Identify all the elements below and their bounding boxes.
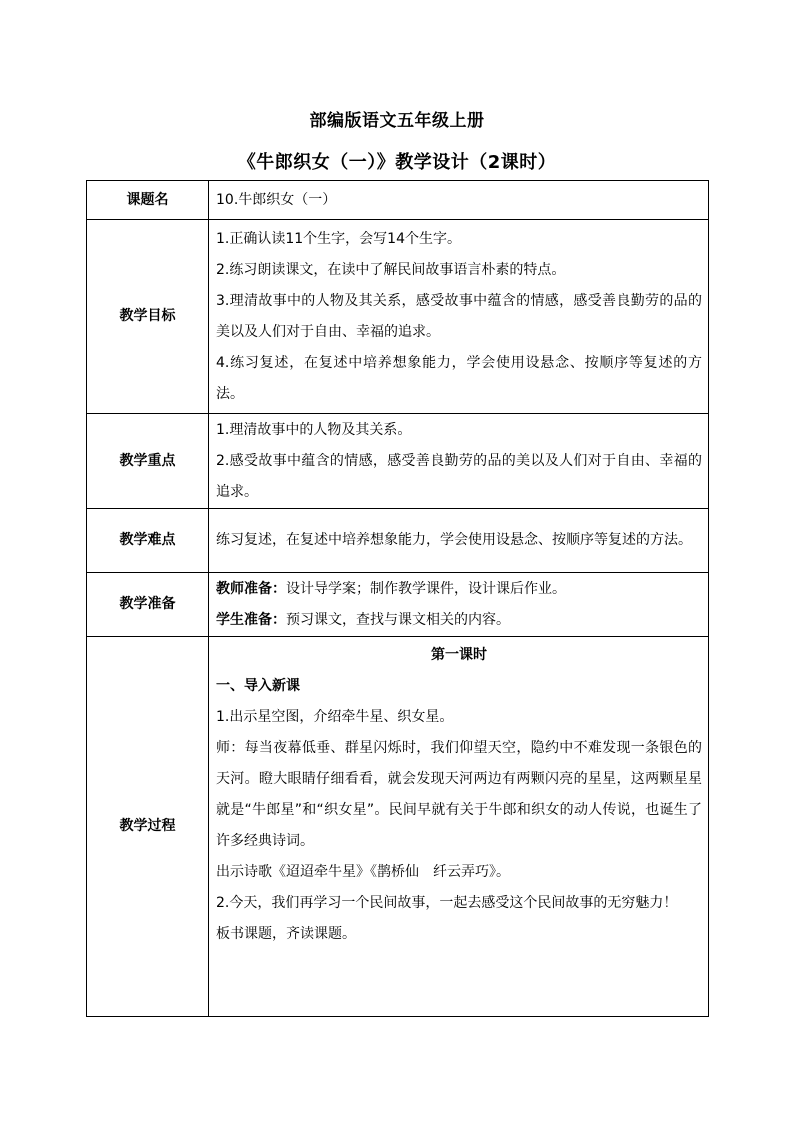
student-preparation-label: 学生准备：: [216, 611, 286, 628]
preparation-label: 教学准备: [87, 573, 209, 637]
student-preparation-text: 预习课文，查找与课文相关的内容。: [286, 611, 510, 628]
student-preparation: [216, 605, 702, 636]
table-row-goals: [87, 220, 709, 414]
process-content: [209, 637, 709, 1017]
document-subtitle: 《牛郎织女（一）》教学设计（2课时）: [237, 152, 557, 173]
key-points-label: 教学重点: [87, 414, 209, 509]
topic-label: 课题名: [87, 181, 209, 220]
table-row-preparation: [87, 573, 709, 637]
table-row-difficulties: [87, 509, 709, 573]
process-item: 板书课题，齐读课题。: [216, 926, 356, 942]
process-item: 出示诗歌《迢迢牵牛星》《鹊桥仙 纤云弄巧》。: [216, 864, 510, 880]
difficulties-content: 练习复述，在复述中培养想象能力，学会使用设悬念、按顺序等复述的方法。: [209, 509, 709, 573]
key-point-item: 1.理清故事中的人物及其关系。: [216, 421, 412, 438]
goal-item: 3.理清故事中的人物及其关系，感受故事中蕴含的情感，感受善良勤劳的品的美以及人们对于自由、幸福的追求。: [216, 292, 702, 340]
key-points-content: [209, 414, 709, 509]
goals-content: [209, 220, 709, 414]
process-item: 2.今天，我们再学习一个民间故事，一起去感受这个民间故事的无穷魅力！: [216, 895, 678, 911]
table-row-process: [87, 637, 709, 1017]
topic-value: 10.牛郎织女（一）: [209, 181, 709, 220]
lesson-plan-table: [86, 180, 709, 1017]
teacher-preparation-text: 设计导学案；制作教学课件，设计课后作业。: [286, 580, 566, 597]
section-heading: 一、导入新课: [216, 678, 300, 694]
process-label: 教学过程: [87, 637, 209, 1017]
key-point-item: 2.感受故事中蕴含的情感，感受善良勤劳的品的美以及人们对于自由、幸福的追求。: [216, 452, 702, 500]
lesson-heading: 第一课时: [431, 647, 487, 663]
goals-label: 教学目标: [87, 220, 209, 414]
table-row-topic: [87, 181, 709, 220]
process-item: 师：每当夜幕低垂、群星闪烁时，我们仰望天空，隐约中不难发现一条银色的天河。瞪大眼睛仔细看看，就会发现天河两边有两颗闪亮的星星，这两颗星星就是“牛郎星”和“织女星”。民间早就有关于牛郎和织女的动人传说，也诞生了许多经典诗词。: [216, 740, 702, 849]
teacher-preparation: [216, 574, 702, 605]
preparation-content: [209, 573, 709, 637]
difficulties-label: 教学难点: [87, 509, 209, 573]
process-item: 1.出示星空图，介绍牵牛星、织女星。: [216, 709, 454, 725]
goal-item: 2.练习朗读课文，在读中了解民间故事语言朴素的特点。: [216, 261, 566, 278]
goal-item: 1.正确认读11个生字，会写14个生字。: [216, 230, 461, 247]
document-title: 部编版语文五年级上册: [309, 111, 485, 131]
teacher-preparation-label: 教师准备：: [216, 580, 286, 597]
goal-item: 4.练习复述，在复述中培养想象能力，学会使用设悬念、按顺序等复述的方法。: [216, 354, 702, 402]
table-row-key-points: [87, 414, 709, 509]
